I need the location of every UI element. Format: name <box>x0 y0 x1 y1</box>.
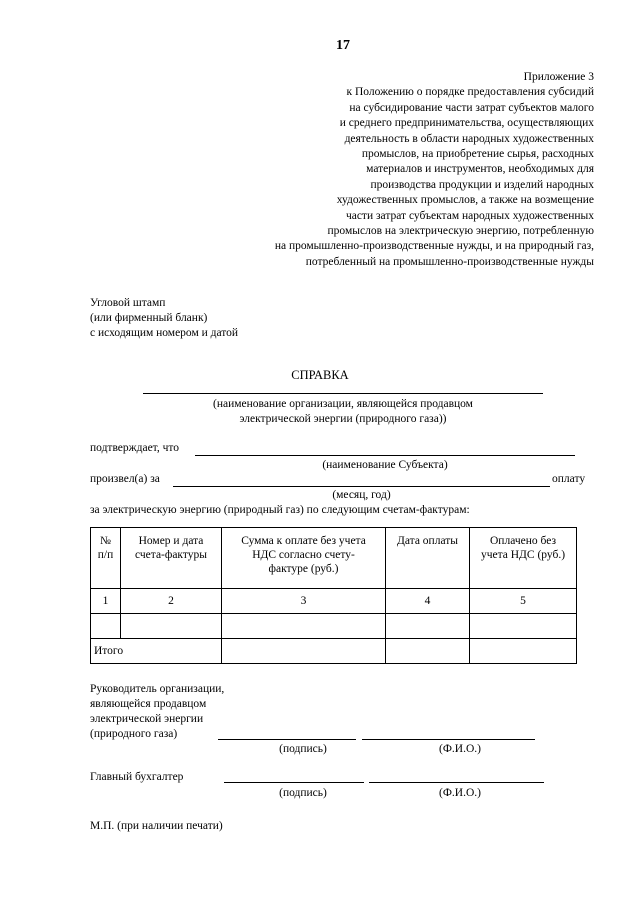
table-cell[interactable] <box>386 614 470 639</box>
organization-caption-2: электрической энергии (природного газа)) <box>239 413 447 425</box>
accountant-name-caption: (Ф.И.О.) <box>439 787 481 799</box>
accountant-name-line[interactable] <box>369 782 544 783</box>
annex-line: и среднего предпринимательства, осуществляющих <box>339 117 594 130</box>
accountant-signature-line[interactable] <box>224 782 364 783</box>
column-number: 2 <box>121 589 222 614</box>
annex-line: на субсидирование части затрат субъектов малого <box>349 101 594 114</box>
annex-header <box>275 70 594 270</box>
stamp-line: с исходящим номером и датой <box>90 327 239 339</box>
table-row-column-numbers <box>91 589 577 614</box>
annex-line: художественных промыслов, а также на возмещение <box>336 194 594 207</box>
column-number: 5 <box>470 589 577 614</box>
table-cell[interactable] <box>91 614 121 639</box>
organization-caption-1: (наименование организации, являющейся продавцом <box>213 398 473 410</box>
month-year-line[interactable] <box>173 486 550 487</box>
annex-line: деятельность в области народных художественных <box>344 132 594 145</box>
annex-line: Приложение 3 <box>523 71 594 83</box>
head-name-caption: (Ф.И.О.) <box>439 743 481 755</box>
accountant-signature-caption: (подпись) <box>279 787 327 799</box>
organization-name-line[interactable] <box>143 393 543 394</box>
table-cell[interactable] <box>222 614 386 639</box>
accountant-label: Главный бухгалтер <box>90 771 184 783</box>
subject-name-line[interactable] <box>195 455 575 456</box>
confirms-label: подтверждает, что <box>90 442 179 454</box>
total-date-cell[interactable] <box>386 639 470 664</box>
head-label-2: являющейся продавцом <box>90 698 207 710</box>
payment-label: произвел(а) за <box>90 473 160 485</box>
table-cell[interactable] <box>470 614 577 639</box>
invoices-table <box>90 527 577 664</box>
head-label-1: Руководитель организации, <box>90 683 225 695</box>
month-year-caption: (месяц, год) <box>332 489 391 501</box>
header-cell-number: № п/п <box>91 528 121 589</box>
table-row <box>91 614 577 639</box>
corner-stamp-block <box>90 296 238 341</box>
total-amount-cell[interactable] <box>222 639 386 664</box>
subject-name-caption: (наименование Субъекта) <box>322 459 448 471</box>
head-label-3: электрической энергии <box>90 713 204 725</box>
table-total-row <box>91 639 577 664</box>
document-title: СПРАВКА <box>291 368 349 382</box>
header-cell-paid: Оплачено без учета НДС (руб.) <box>470 528 577 589</box>
annex-line: промыслов на электрическую энергию, потребленную <box>327 225 594 238</box>
head-signature-caption: (подпись) <box>279 743 327 755</box>
annex-line: производства продукции и изделий народных <box>370 178 594 191</box>
stamp-line: Угловой штамп <box>90 297 166 309</box>
header-cell-payment-date: Дата оплаты <box>386 528 470 589</box>
header-cell-amount: Сумма к оплате без учета НДС согласно счету- фактуре (руб.) <box>222 528 386 589</box>
column-number: 4 <box>386 589 470 614</box>
header-cell-invoice: Номер и дата счета-фактуры <box>121 528 222 589</box>
invoices-intro: за электрическую энергию (природный газ) по следующим счетам-фактурам: <box>90 504 470 516</box>
table-cell[interactable] <box>121 614 222 639</box>
head-label-4: (природного газа) <box>90 728 178 740</box>
stamp-line: (или фирменный бланк) <box>90 312 208 324</box>
total-paid-cell[interactable] <box>470 639 577 664</box>
payment-suffix: оплату <box>552 473 586 485</box>
annex-line: к Положению о порядке предоставления субсидий <box>346 86 594 99</box>
annex-line: материалов и инструментов, необходимых для <box>366 163 594 176</box>
column-number: 1 <box>91 589 121 614</box>
seal-label: М.П. (при наличии печати) <box>90 820 223 832</box>
column-number: 3 <box>222 589 386 614</box>
head-signature-line[interactable] <box>218 739 356 740</box>
annex-line: промыслов, на приобретение сырья, расходных <box>361 148 594 161</box>
page-number: 17 <box>336 38 350 53</box>
head-name-line[interactable] <box>362 739 535 740</box>
total-label: Итого <box>91 639 222 664</box>
annex-line: потребленный на промышленно-производственные нужды <box>305 255 594 268</box>
annex-line: на промышленно-производственные нужды, и на природный газ, <box>274 240 594 253</box>
annex-line: части затрат субъектам народных художественных <box>345 209 594 222</box>
table-header-row <box>91 528 577 589</box>
